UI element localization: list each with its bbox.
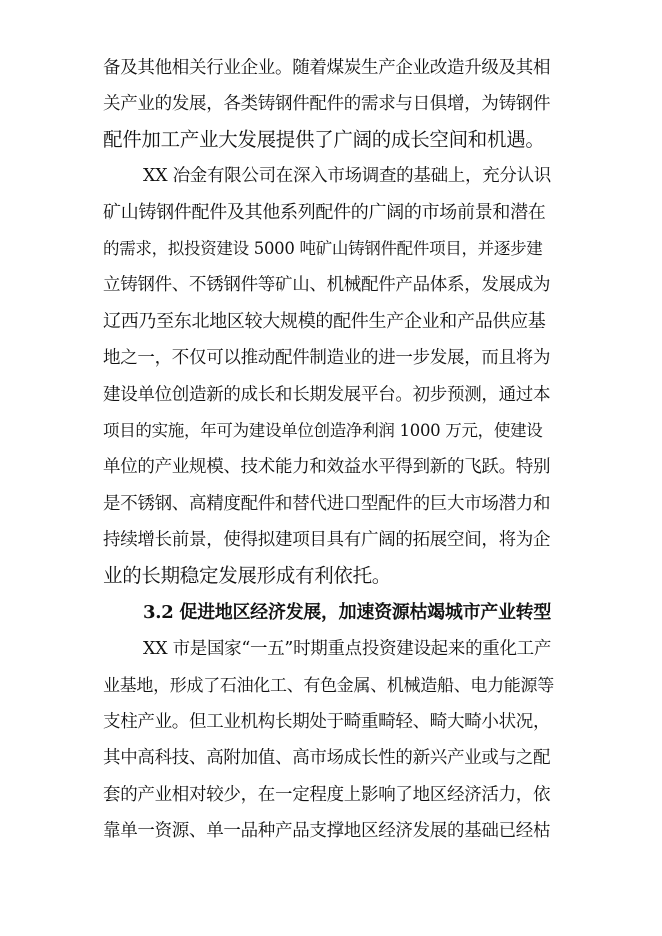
paragraph-2-line-1: XX 冶金有限公司在深入市场调查的基础上，充分认识 [143,166,551,186]
paragraph-3-line-3: 支柱产业。但工业机构长期处于畸重畸轻、畸大畸小状况， [103,712,551,732]
paragraph-1-line-2: 关产业的发展，各类铸钢件配件的需求与日俱增，为铸钢件 [103,94,551,114]
paragraph-2-line-5: 辽西乃至东北地区较大规模的配件生产企业和产品供应基 [103,311,546,332]
paragraph-2-line-9: 单位的产业规模、技术能力和效益水平得到新的飞跃。特别 [103,457,551,477]
paragraph-2-line-4: 立铸钢件、不锈钢件等矿山、机械配件产品体系，发展成为 [103,275,551,295]
paragraph-1-line-3: 配件加工产业大发展提供了广阔的成长空间和机遇。 [103,128,545,151]
paragraph-3-line-6: 靠单一资源、单一品种产品支撑地区经济发展的基础已经枯 [103,821,551,841]
paragraph-2-line-7: 建设单位创造新的成长和长期发展平台。初步预测，通过本 [103,385,551,405]
paragraph-2-line-10: 是不锈钢、高精度配件和替代进口型配件的巨大市场潜力和 [103,494,551,514]
paragraph-2-line-8: 项目的实施，年可为建设单位创造净利润 1000 万元，使建设 [103,421,543,440]
paragraph-2-line-3: 的需求，拟投资建设 5000 吨矿山铸钢件配件项目，并逐步建 [103,239,543,258]
section-heading: 3.2 促进地区经济发展，加速资源枯竭城市产业转型 [143,602,552,623]
paragraph-1-line-1: 备及其他相关行业企业。随着煤炭生产企业改造升级及其相 [103,58,551,78]
paragraph-3-line-1: XX 市是国家“一五”时期重点投资建设起来的重化工产 [143,639,552,659]
paragraph-3-line-4: 其中高科技、高附加值、高市场成长性的新兴产业或与之配 [103,748,551,768]
paragraph-3-line-2: 业基地，形成了石油化工、有色金属、机械造船、电力能源等 [103,676,554,696]
paragraph-3-line-5: 套的产业相对较少，在一定程度上影响了地区经济活力，依 [103,785,551,805]
paragraph-2-line-2: 矿山铸钢件配件及其他系列配件的广阔的市场前景和潜在 [103,202,546,223]
paragraph-2-line-11: 持续增长前景，使得拟建项目具有广阔的拓展空间，将为企 [103,530,551,550]
paragraph-2-line-12: 业的长期稳定发展形成有利依托。 [103,564,392,587]
paragraph-2-line-6: 地之一，不仅可以推动配件制造业的进一步发展，而且将为 [103,348,551,368]
